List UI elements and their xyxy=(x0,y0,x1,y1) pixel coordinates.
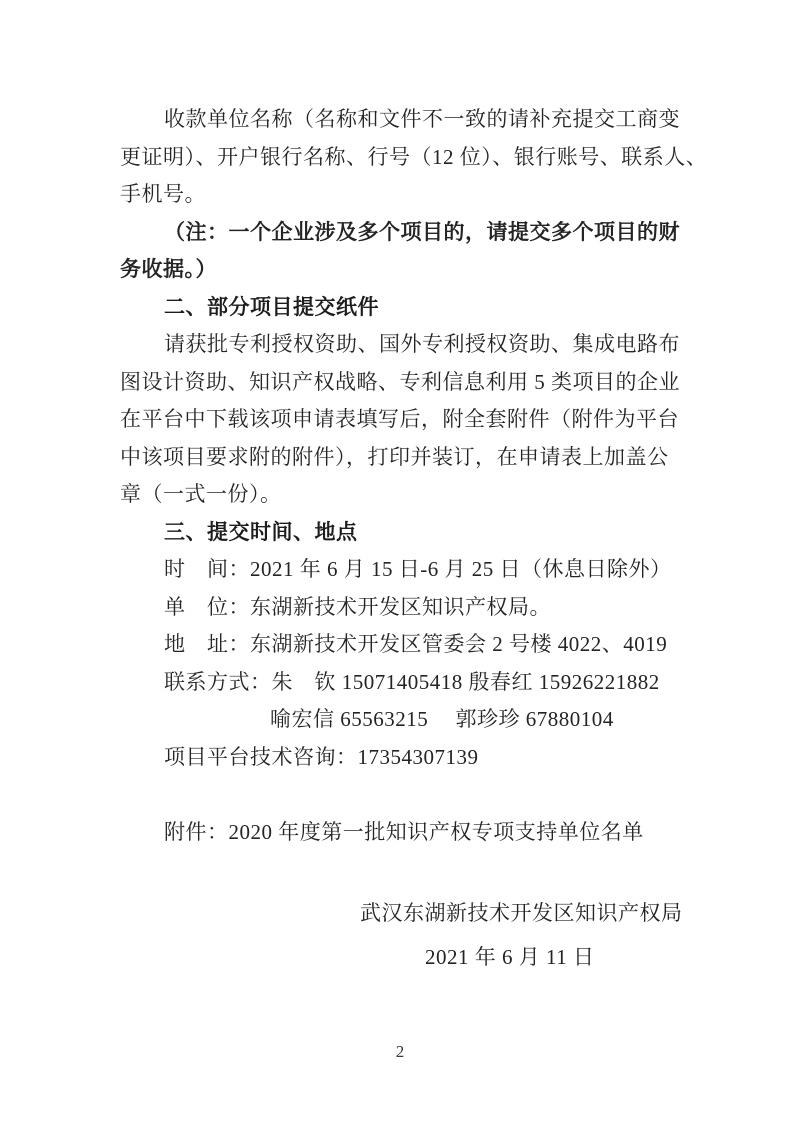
time-line: 时 间：2021 年 6 月 15 日-6 月 25 日（休息日除外） xyxy=(164,557,672,581)
unit-line: 单 位：东湖新技术开发区知识产权局。 xyxy=(164,594,551,619)
contact-line-1: 联系方式：朱 钦 15071405418 殷春红 15926221882 xyxy=(164,669,660,694)
issuer-signature: 武汉东湖新技术开发区知识产权局 xyxy=(360,901,683,925)
address-line: 地 址：东湖新技术开发区管委会 2 号楼 4022、4019 xyxy=(164,632,668,656)
section2-paragraph-line: 图设计资助、知识产权战略、专利信息利用 5 类项目的企业 xyxy=(120,369,680,394)
receipt-paragraph-line: 手机号。 xyxy=(120,182,206,206)
section2-paragraph-line: 中该项目要求附的附件），打印并装订，在申请表上加盖公 xyxy=(120,444,669,469)
section2-paragraph-line: 章（一式一份）。 xyxy=(120,482,282,506)
issue-date: 2021 年 6 月 11 日 xyxy=(425,945,595,969)
document-body xyxy=(120,101,708,979)
receipt-paragraph-line: 收款单位名称（名称和文件不一致的请补充提交工商变 xyxy=(164,107,680,131)
note-paragraph-line: 务收据。） xyxy=(120,257,217,281)
receipt-paragraph-line: 更证明）、开户银行名称、行号（12 位）、银行账号、联系人、 xyxy=(120,144,708,169)
attachment-line: 附件：2020 年度第一批知识产权专项支持单位名单 xyxy=(164,819,644,844)
section-heading-2: 二、部分项目提交纸件 xyxy=(164,295,379,319)
note-paragraph-line: （注：一个企业涉及多个项目的，请提交多个项目的财 xyxy=(164,219,680,244)
page-number: 2 xyxy=(395,1042,405,1061)
section-heading-3: 三、提交时间、地点 xyxy=(164,520,358,544)
section2-paragraph-line: 请获批专利授权资助、国外专利授权资助、集成电路布 xyxy=(164,332,680,356)
section2-paragraph-line: 在平台中下载该项申请表填写后，附全套附件（附件为平台 xyxy=(120,407,679,431)
tech-support-line: 项目平台技术咨询：17354307139 xyxy=(164,744,479,769)
contact-line-2: 喻宏信 65563215 郭珍珍 67880104 xyxy=(270,707,614,731)
